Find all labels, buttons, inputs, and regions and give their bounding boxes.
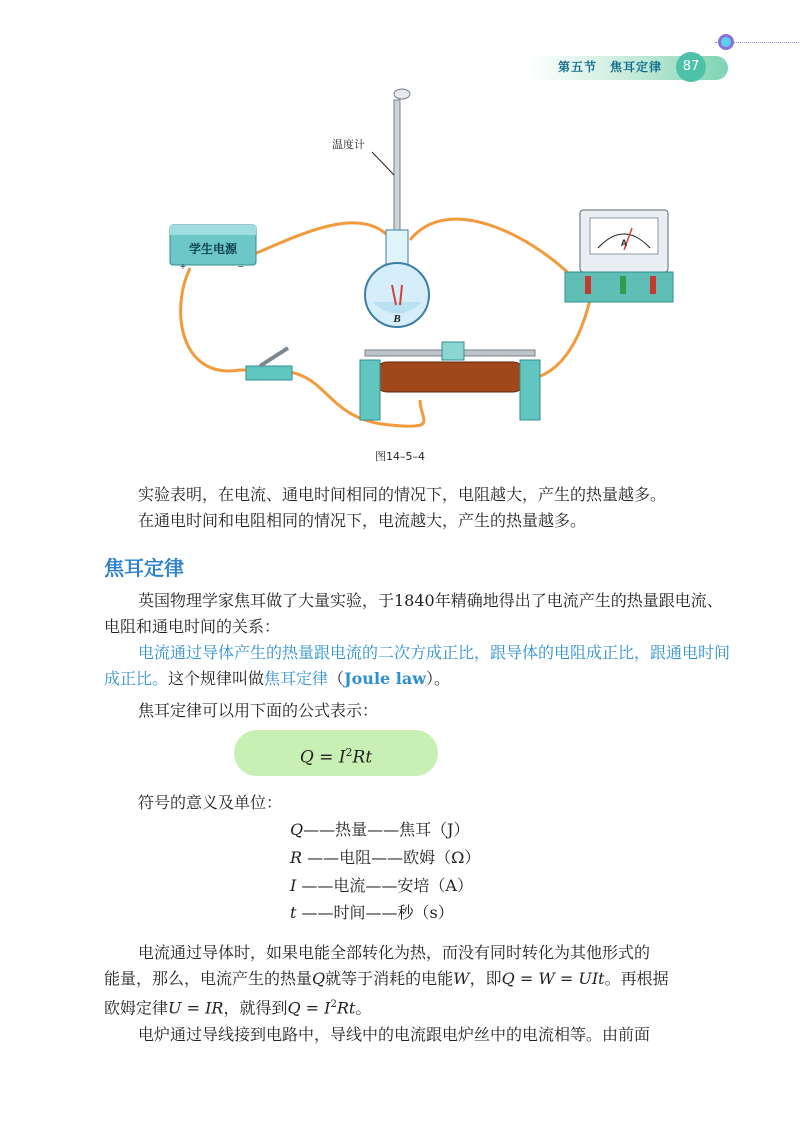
paragraph-formula-intro: 焦耳定律可以用下面的公式表示： <box>138 701 379 720</box>
text-run: 欧姆定律 <box>104 998 169 1018</box>
text-run: 能量，那么，电流产生的热量 <box>104 969 313 988</box>
paragraph-line: 电流通过导体时，如果电能全部转化为热，而没有同时转化为其他形式的 <box>138 943 651 962</box>
text-run: 。 <box>355 998 372 1018</box>
law-statement: 电流通过导体产生的热量跟电流的二次方成正比，跟导体的电阻成正比，跟通电时间成正比。 <box>104 643 731 688</box>
ammeter-terminal-3 <box>650 276 656 294</box>
math-ohm-law: U = IR <box>168 998 224 1018</box>
formula-q: Q <box>299 747 314 768</box>
power-supply-label: 学生电源 <box>188 242 238 256</box>
paragraph-joule-law <box>104 640 734 692</box>
symbol: R <box>290 848 303 867</box>
wire-top-left <box>240 223 392 260</box>
symbol-row <box>290 845 480 868</box>
ammeter-terminal-1 <box>585 276 591 294</box>
rheostat-coil <box>375 362 525 392</box>
math-equation: Q = W = UIt <box>501 969 605 988</box>
text-run: ，就得到 <box>223 998 288 1018</box>
paragraph-joule-intro: 英国物理学家焦耳做了大量实验，于1840年精确地得出了电流产生的热量跟电流、电阻和通电时间的关系： <box>104 591 723 636</box>
circuit-diagram <box>160 80 680 440</box>
math-joule: Q = I <box>287 998 331 1018</box>
symbol-row <box>290 900 454 923</box>
symbol-description: ——热量——焦耳（J） <box>303 820 470 839</box>
power-supply-top <box>170 225 256 235</box>
paragraph-line <box>104 966 734 992</box>
paren-close: ）。 <box>425 669 450 688</box>
paragraph-derivation <box>104 940 734 1021</box>
figure-caption: 图14–5–4 <box>375 450 425 463</box>
paragraph-experiment-result <box>104 482 734 534</box>
thermometer-label: 温度计 <box>332 139 365 151</box>
symbol: I <box>290 876 297 895</box>
switch-handle <box>260 348 288 366</box>
paragraph-electric-stove: 电炉通过导线接到电路中，导线中的电流跟电炉丝中的电流相等。由前面 <box>138 1025 651 1044</box>
formula-i: I <box>338 747 346 768</box>
text-run: 。再根据 <box>604 969 669 988</box>
switch-base <box>246 366 292 380</box>
experiment-figure <box>160 80 680 440</box>
law-english-name: Joule law <box>344 669 426 688</box>
wire-left <box>181 268 250 371</box>
math-w: W <box>453 969 470 988</box>
paragraph-line: 在通电时间和电阻相同的情况下，电流越大，产生的热量越多。 <box>138 511 587 530</box>
symbols-intro: 符号的意义及单位： <box>138 793 283 812</box>
symbol-description: ——时间——秒（s） <box>296 903 454 922</box>
rheostat-slider <box>442 342 464 360</box>
thermometer-pointer-line <box>372 152 394 175</box>
power-plus-label: + <box>180 262 186 273</box>
rheostat-left-stand <box>360 360 380 420</box>
law-name: 焦耳定律 <box>264 669 329 688</box>
text-run: 就等于消耗的电能 <box>325 969 454 988</box>
symbol: t <box>290 903 297 922</box>
section-header-label: 第五节 焦耳定律 <box>558 60 663 74</box>
math-rt: Rt <box>336 998 356 1018</box>
symbol-description: ——电阻——欧姆（Ω） <box>302 848 481 867</box>
formula-exponent: 2 <box>345 746 353 759</box>
math-q: Q <box>312 969 326 988</box>
formula-eq: = <box>313 747 339 768</box>
paren-open: （ <box>328 669 345 688</box>
thermometer-top <box>394 89 410 99</box>
formula-box <box>234 730 438 776</box>
math-exponent: 2 <box>330 999 337 1010</box>
symbol-description: ——电流——安培（A） <box>296 876 473 895</box>
law-tail: 这个规律叫做 <box>168 669 265 688</box>
paragraph-line <box>104 992 734 1021</box>
rheostat-right-stand <box>520 360 540 420</box>
ammeter-label: A <box>620 238 628 248</box>
paragraph-line: 实验表明，在电流、通电时间相同的情况下，电阻越大，产生的热量越多。 <box>138 485 667 504</box>
decorative-circle-icon <box>718 34 734 50</box>
page-number: 87 <box>676 52 706 82</box>
ammeter-terminal-2 <box>620 276 626 294</box>
symbol: Q <box>290 820 304 839</box>
power-minus-label: − <box>238 262 244 273</box>
flask-label: B <box>393 313 401 325</box>
section-title: 焦耳定律 <box>104 556 184 580</box>
formula-rt: Rt <box>352 747 373 768</box>
text-run: ，即 <box>469 969 502 988</box>
symbol-row <box>290 873 473 896</box>
ammeter-base <box>565 272 673 302</box>
symbol-row <box>290 817 470 840</box>
wire-top-right <box>410 219 580 285</box>
